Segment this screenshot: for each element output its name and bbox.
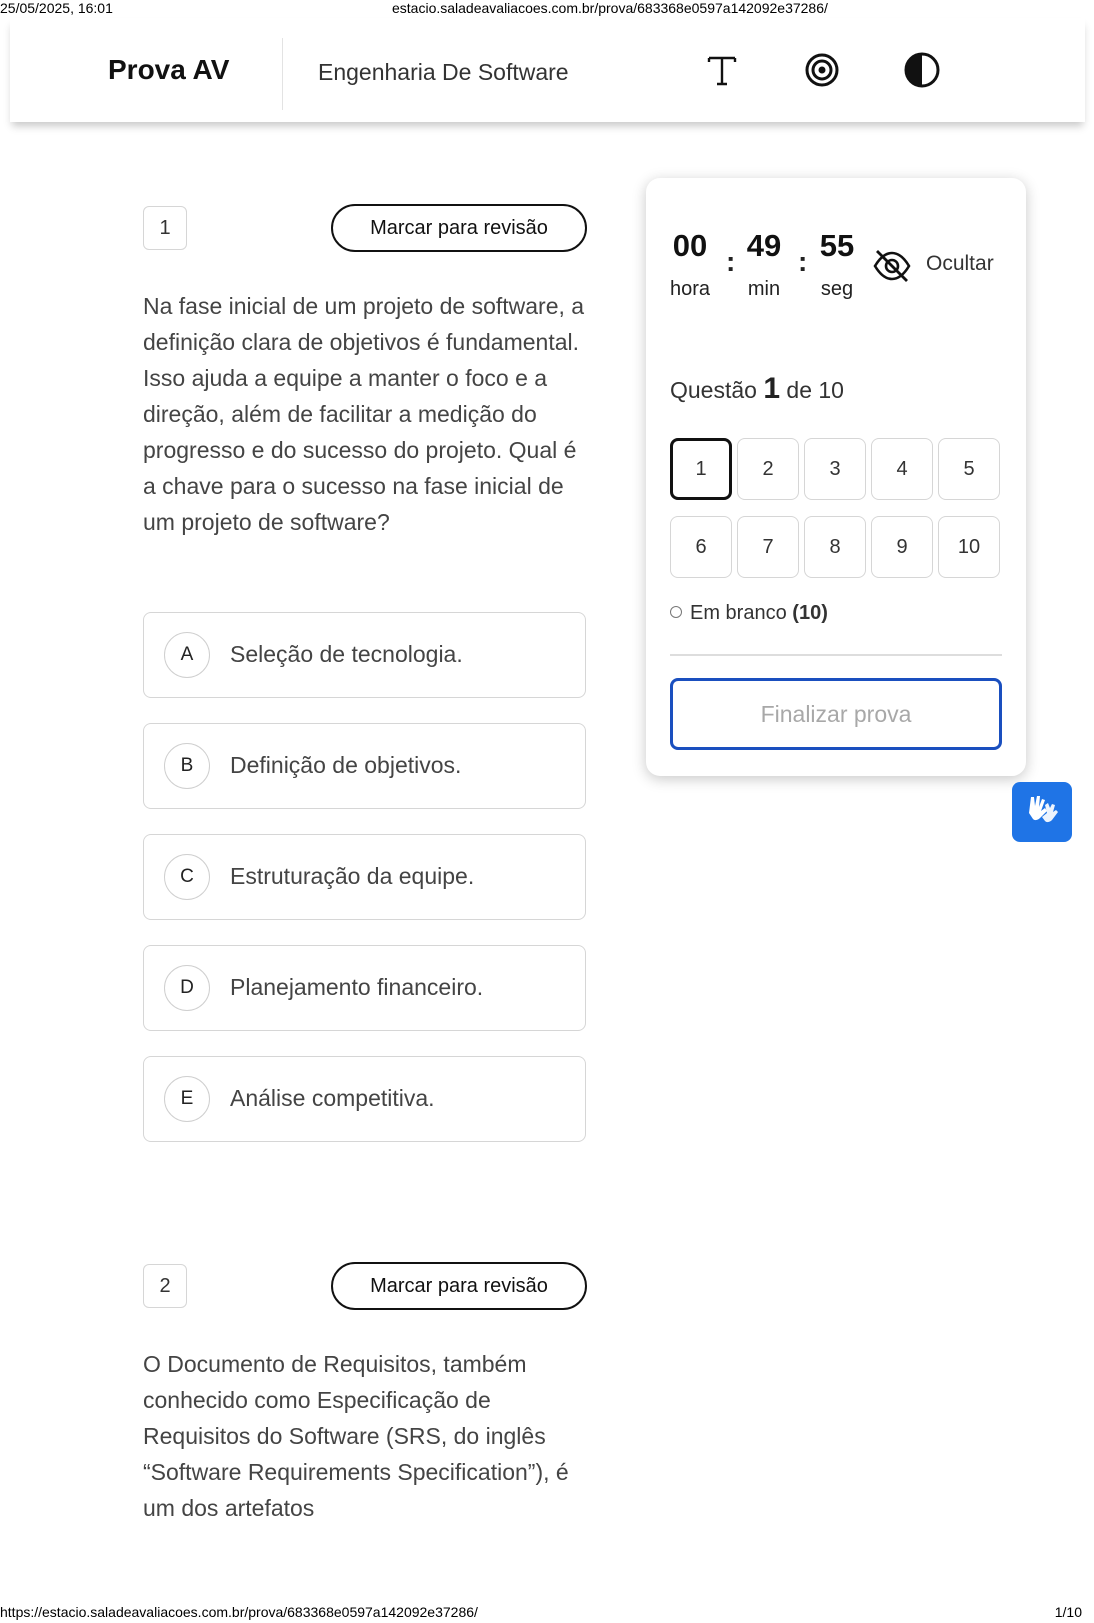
sign-language-button[interactable] [1012,782,1072,842]
nav-question-10[interactable]: 10 [938,516,1000,578]
question-counter-suffix: de 10 [786,377,844,403]
font-size-icon[interactable] [700,48,744,92]
timer-seconds-label: seg [820,278,854,300]
timer-separator: : [726,246,736,277]
nav-question-9[interactable]: 9 [871,516,933,578]
option-text: Estruturação da equipe. [230,863,475,889]
question-number-2: 2 [143,1264,187,1308]
option-d[interactable] [143,945,586,1031]
timer-seconds: 55 [819,228,855,263]
finish-exam-button[interactable]: Finalizar prova [670,678,1002,750]
timer-separator: : [798,246,808,277]
nav-question-6[interactable]: 6 [670,516,732,578]
hands-icon [1023,791,1061,834]
option-letter: B [164,743,210,789]
print-footer [0,1604,1094,1622]
mark-review-button-1[interactable]: Marcar para revisão [331,204,587,252]
eye-off-icon [872,246,912,291]
nav-question-4[interactable]: 4 [871,438,933,500]
timer-hours-label: hora [669,278,711,300]
nav-question-5[interactable]: 5 [938,438,1000,500]
option-letter: E [164,1076,210,1122]
hide-timer-button[interactable] [872,244,1012,288]
option-text: Seleção de tecnologia. [230,641,463,667]
exam-panel [646,178,1026,776]
option-text: Definição de objetivos. [230,752,462,778]
blank-count: (10) [792,602,828,624]
circle-icon [670,606,682,618]
app-header [10,18,1085,122]
print-datetime: 25/05/2025, 16:01 [0,0,113,16]
nav-question-1[interactable]: 1 [670,438,732,500]
nav-question-7[interactable]: 7 [737,516,799,578]
question-text-2: O Documento de Requisitos, também conhecido como Especificação de Requisitos do Software (SRS, do inglês “Software Requirements Specification”), é um dos artefatos [143,1351,569,1521]
timer-minutes-label: min [747,278,781,300]
option-letter: D [164,965,210,1011]
blank-label: Em branco [690,602,787,624]
option-text: Análise competitiva. [230,1085,435,1111]
question-counter-prefix: Questão [670,377,757,403]
question-counter [670,372,844,406]
contrast-icon[interactable] [900,48,944,92]
hide-timer-label: Ocultar [926,252,994,275]
print-header [0,0,1094,18]
option-b[interactable] [143,723,586,809]
print-page-number: 1/10 [1054,1604,1082,1620]
nav-question-3[interactable]: 3 [804,438,866,500]
option-letter: A [164,632,210,678]
question-number-1: 1 [143,206,187,250]
timer-minutes: 49 [746,228,782,263]
option-text: Planejamento financeiro. [230,974,484,1000]
option-e[interactable] [143,1056,586,1142]
timer-hours: 00 [672,228,708,263]
brand-title: Prova AV [108,54,230,85]
option-letter: C [164,854,210,900]
question-text-1: Na fase inicial de um projeto de software, a definição clara de objetivos é fundamental. Isso ajuda a equipe a manter o foco e a direção, além de facilitar a medição do progresso e do sucesso do projeto. Qual é a chave para o sucesso na fase inicial de um projeto de software? [143,293,585,535]
print-url: estacio.saladeavaliacoes.com.br/prova/683368e0597a142092e37286/ [392,0,828,16]
nav-question-8[interactable]: 8 [804,516,866,578]
print-footer-url: https://estacio.saladeavaliacoes.com.br/prova/683368e0597a142092e37286/ [0,1604,478,1620]
question-counter-current: 1 [763,372,781,405]
nav-question-2[interactable]: 2 [737,438,799,500]
blank-status [670,602,828,625]
option-c[interactable] [143,834,586,920]
target-icon[interactable] [800,48,844,92]
option-a[interactable] [143,612,586,698]
header-divider [282,38,283,110]
panel-divider [670,654,1002,656]
subject-title: Engenharia De Software [318,59,569,85]
mark-review-button-2[interactable]: Marcar para revisão [331,1262,587,1310]
